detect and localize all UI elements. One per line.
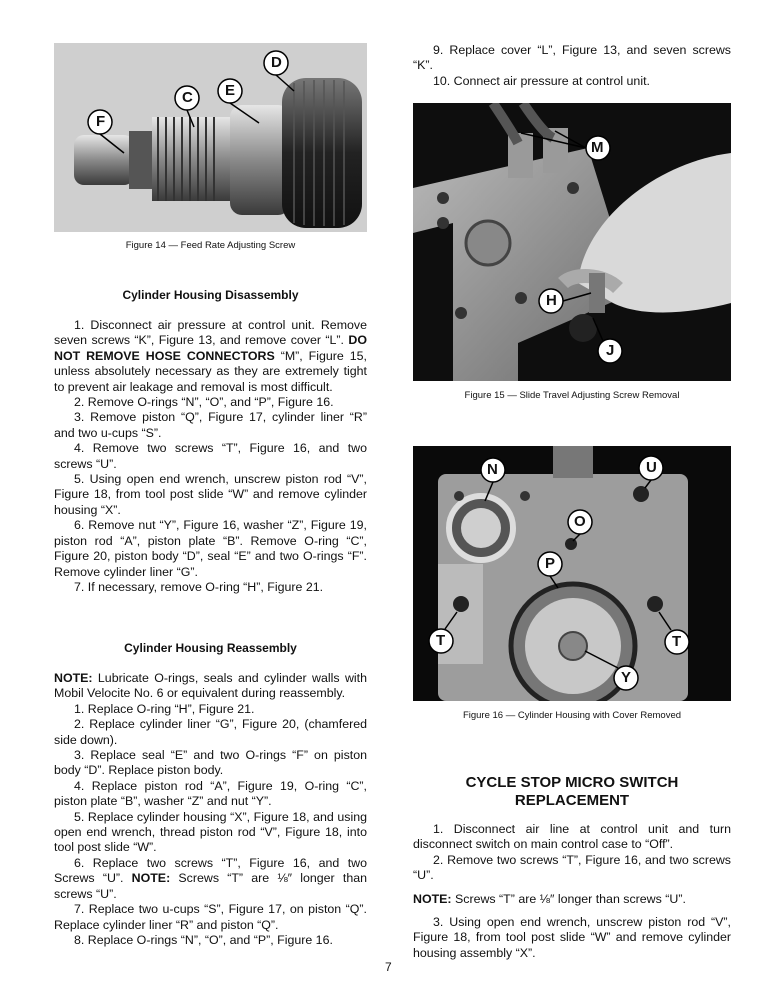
figure-16-label-n: N (487, 461, 498, 478)
figure-14-label-e: E (225, 82, 236, 99)
disassembly-step-2: 2. Remove O-rings “N”, “O”, and “P”, Figure 16. (74, 395, 334, 410)
figure-14-label-d: D (271, 54, 282, 71)
disassembly-step-7: 7. If necessary, remove O-ring “H”, Figure 21. (74, 579, 324, 594)
figure-14-label-f: F (96, 113, 106, 130)
disassembly-step-5: 5. Using open end wrench, unscrew piston rod “V”, Figure 18, from tool post slide “W” and remove cylinder housing “X”. (54, 472, 367, 517)
cycle-stop-heading-line-2: REPLACEMENT (514, 792, 630, 809)
reassembly-step-2: 2. Replace cylinder liner “G”, Figure 20, (chamfered side down). (54, 717, 367, 747)
reassembly-step-9: 9. Replace cover “L”, Figure 13, and seven screws “K”. (413, 43, 731, 73)
cycle-stop-heading (413, 774, 731, 810)
reassembly-continued (413, 43, 731, 89)
figure-15-caption: Figure 15 — Slide Travel Adjusting Screw Removal (464, 390, 680, 401)
disassembly-step-6: 6. Remove nut “Y”, Figure 16, washer “Z”, Figure 19, piston rod “A”, piston plate “B”. Remove O-ring “C”, Figure 20, piston body “D”, seal “E” and two O-rings “F”. Remove cylinder liner “G”. (54, 518, 367, 579)
disassembly-step-3: 3. Remove piston “Q”, Figure 17, cylinder liner “R” and two u-cups “S”. (54, 410, 367, 440)
cycle-stop-steps (413, 822, 731, 961)
page-number: 7 (385, 960, 392, 974)
figure-16-label-o: O (574, 513, 586, 530)
figure-15-label-j: J (606, 342, 615, 359)
cycle-stop-step-2: 2. Remove two screws “T”, Figure 16, and two screws “U”. (413, 852, 731, 883)
disassembly-step-1: 1. Disconnect air pressure at control unit. Remove seven screws “K”, Figure 13, and remove cover “L”. DO NOT REMOVE HOSE CONNECTORS “M”, Figure 15, unless absolutely necessary as they are extremely tight to prevent air leakage and removal is most difficult. (54, 318, 367, 394)
figure-16-label-t-left: T (436, 632, 446, 649)
reassembly-step-7: 7. Replace two u-cups “S”, Figure 17, on piston “Q”. Replace cylinder liner “R” and piston “Q”. (54, 902, 367, 932)
reassembly-step-1: 1. Replace O-ring “H”, Figure 21. (74, 701, 255, 716)
reassembly-steps (54, 671, 367, 948)
cycle-stop-note: NOTE: Screws “T” are ⅛″ longer than screws “U”. (413, 891, 686, 906)
disassembly-steps (54, 318, 367, 595)
reassembly-step-6: 6. Replace two screws “T”, Figure 16, and two Screws “U”. NOTE: Screws “T” are ⅛″ longer than screws “U”. (54, 855, 367, 901)
disassembly-heading: Cylinder Housing Disassembly (122, 288, 299, 302)
figure-15-label-h: H (546, 292, 557, 309)
figure-14-caption: Figure 14 — Feed Rate Adjusting Screw (125, 240, 296, 251)
reassembly-step-4: 4. Replace piston rod “A”, Figure 19, O-ring “C”, piston plate “B”, washer “Z” and nut “Y”. (54, 778, 367, 809)
reassembly-note: NOTE: Lubricate O-rings, seals and cylinder walls with Mobil Velocite No. 6 or equivalent during reassembly. (54, 671, 367, 701)
figure-16-label-y: Y (621, 669, 632, 686)
reassembly-step-3: 3. Replace seal “E” and two O-rings “F” on piston body “D”. Replace piston body. (54, 748, 367, 778)
figure-16-label-t-right: T (672, 633, 682, 650)
reassembly-heading: Cylinder Housing Reassembly (124, 641, 297, 655)
figure-15-label-m: M (591, 139, 604, 156)
cycle-stop-step-3: 3. Using open end wrench, unscrew piston rod “V”, Figure 18, from tool post slide “W” and remove cylinder housing assembly “X”. (413, 915, 731, 960)
figure-16-caption: Figure 16 — Cylinder Housing with Cover Removed (462, 710, 682, 721)
reassembly-step-8: 8. Replace O-rings “N”, “O”, and “P”, Figure 16. (74, 932, 333, 947)
figure-14-label-c: C (182, 89, 193, 106)
cycle-stop-step-1: 1. Disconnect air line at control unit and turn disconnect switch on main control case to “Off”. (413, 822, 731, 852)
reassembly-step-10: 10. Connect air pressure at control unit. (433, 73, 650, 88)
figure-16-label-p: P (545, 555, 556, 572)
figure-16-photo (413, 446, 731, 701)
figure-14-photo (54, 43, 367, 232)
figure-15-photo (413, 103, 731, 381)
reassembly-step-5: 5. Replace cylinder housing “X”, Figure 18, and using open end wrench, thread piston rod “V”, Figure 18, into tool post slide “W”. (54, 809, 367, 855)
figure-16-label-u: U (646, 459, 657, 476)
disassembly-step-4: 4. Remove two screws “T”, Figure 16, and two screws “U”. (54, 441, 367, 471)
cycle-stop-heading-line-1: CYCLE STOP MICRO SWITCH (465, 774, 679, 791)
